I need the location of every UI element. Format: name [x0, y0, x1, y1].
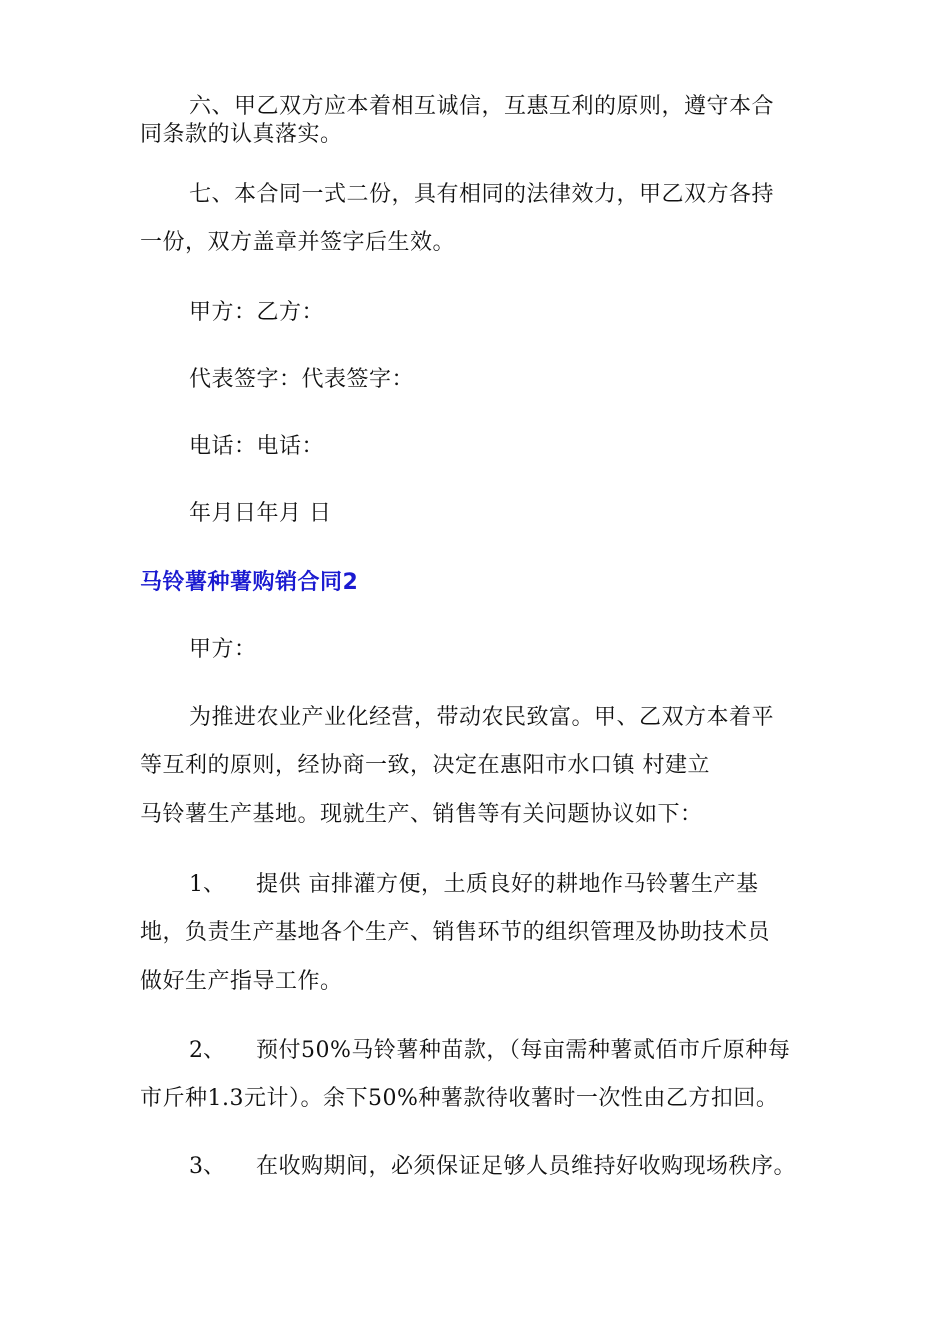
- intro-line-3: 马铃薯生产基地。现就生产、销售等有关问题协议如下：: [140, 802, 703, 827]
- clause-7-line-1: 七、本合同一式二份，具有相同的法律效力，甲乙双方各持: [189, 182, 775, 207]
- clause-6-line-1: 六、甲乙双方应本着相互诚信，互惠互利的原则，遵守本合: [189, 94, 775, 119]
- intro-line-1: 为推进农业产业化经营，带动农民致富。甲、乙双方本着平: [189, 705, 775, 730]
- item-3-line-1: 在收购期间，必须保证足够人员维持好收购现场秩序。: [256, 1154, 797, 1179]
- dates-line: 年月日年月 日: [189, 501, 332, 526]
- item-1-line-3: 做好生产指导工作。: [140, 969, 343, 994]
- party-a-line: 甲方：: [189, 637, 257, 662]
- section-heading: 马铃薯种薯购销合同2: [140, 570, 359, 595]
- item-1-number: 1、: [189, 872, 225, 897]
- phones-line: 电话：电话：: [189, 434, 325, 459]
- parties-line: 甲方：乙方：: [189, 300, 325, 325]
- clause-6-line-2: 同条款的认真落实。: [140, 122, 343, 147]
- item-1-line-2: 地，负责生产基地各个生产、销售环节的组织管理及协助技术员: [140, 920, 771, 945]
- intro-line-2: 等互利的原则，经协商一致，决定在惠阳市水口镇 村建立: [140, 753, 710, 778]
- item-2-number: 2、: [189, 1038, 225, 1063]
- item-1-line-1: 提供 亩排灌方便，土质良好的耕地作马铃薯生产基: [256, 872, 759, 897]
- item-2-line-1: 预付50%马铃薯种苗款，（每亩需种薯贰佰市斤原种每: [256, 1038, 791, 1063]
- signatures-line: 代表签字：代表签字：: [189, 367, 415, 392]
- clause-7-line-2: 一份，双方盖章并签字后生效。: [140, 230, 456, 255]
- item-2-line-2: 市斤种1.3元计）。余下50%种薯款待收薯时一次性由乙方扣回。: [140, 1086, 779, 1111]
- item-3-number: 3、: [189, 1154, 225, 1179]
